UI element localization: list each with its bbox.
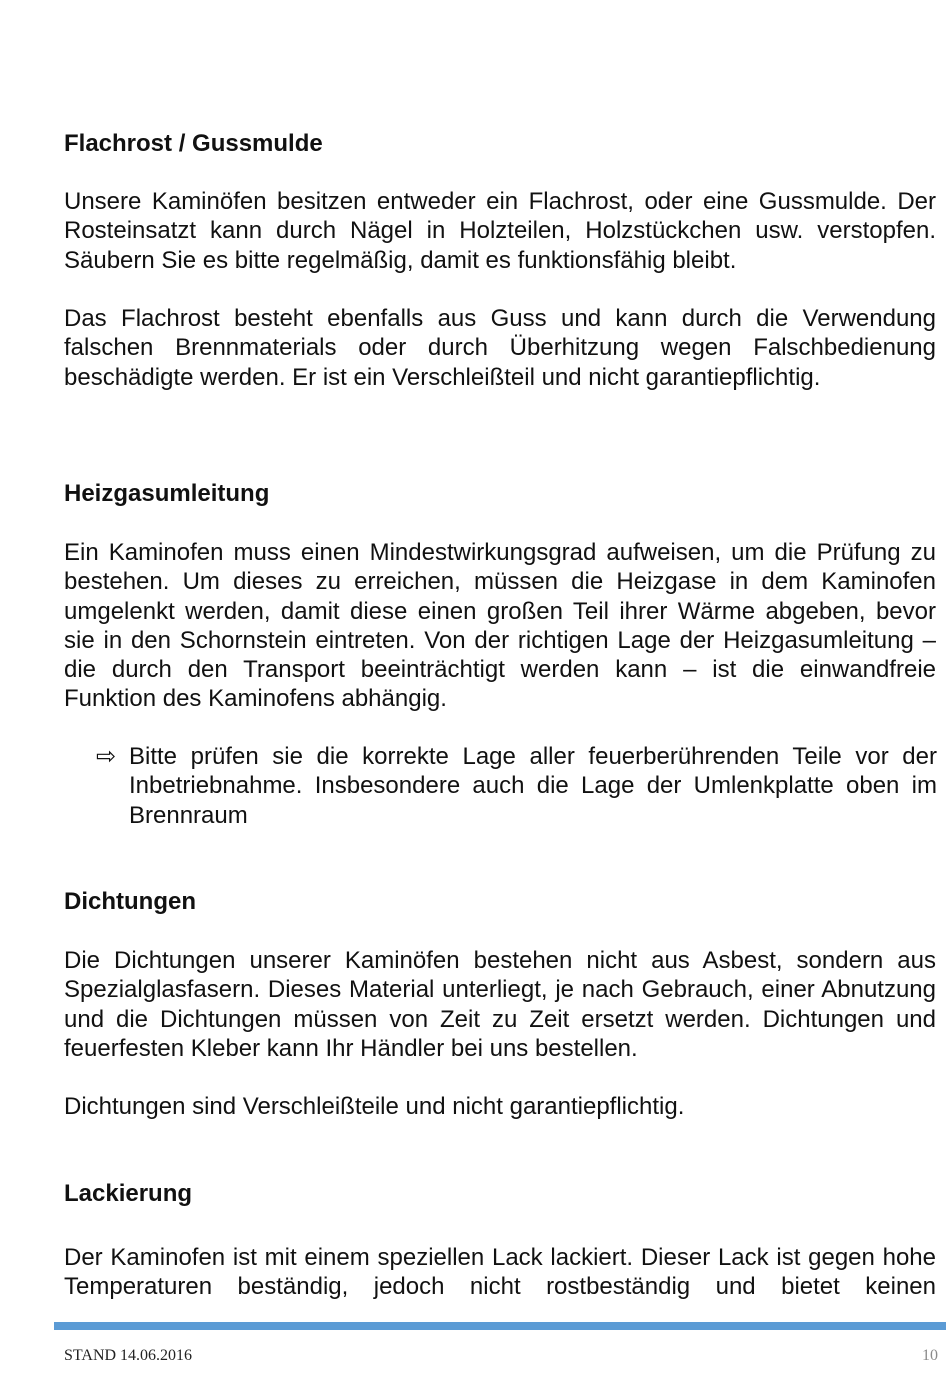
paragraph-lackierung: Der Kaminofen ist mit einem speziellen Lack lackiert. Dieser Lack ist gegen hohe Temperaturen beständig, jedoch nicht rostbeständig und bietet keinen bbox=[64, 1244, 936, 1301]
heading-lackierung: Lackierung bbox=[64, 1180, 193, 1207]
paragraph-dichtungen-1: Die Dichtungen unserer Kaminöfen bestehen nicht aus Asbest, sondern aus Spezialglasfasern. Dieses Material unterliegt, je nach Gebrauch, einer Abnutzung und die Dichtungen müssen von Zeit zu Zeit ersetzt werden. Dichtungen und feuerfesten Kleber kann Ihr Händler bei uns bestellen. bbox=[64, 947, 936, 1062]
bullet-text: Bitte prüfen sie die korrekte Lage aller feuerberührenden Teile vor der Inbetriebnahme. Insbesondere auch die Lage der Umlenkplatte oben im Brennraum bbox=[129, 743, 937, 829]
paragraph-flachrost-1: Unsere Kaminöfen besitzen entweder ein Flachrost, oder eine Gussmulde. Der Rosteinsatzt kann durch Nägel in Holzteilen, Holzstückchen usw. verstopfen. Säubern Sie es bitte regelmäßig, damit es funktionsfähig bleibt. bbox=[64, 188, 936, 274]
heading-heizgasumleitung: Heizgasumleitung bbox=[64, 480, 270, 507]
footer-divider bbox=[54, 1322, 946, 1330]
paragraph-dichtungen-2: Dichtungen sind Verschleißteile und nicht garantiepflichtig. bbox=[64, 1093, 685, 1120]
paragraph-heizgasumleitung: Ein Kaminofen muss einen Mindestwirkungsgrad aufweisen, um die Prüfung zu bestehen. Um dieses zu erreichen, müssen die Heizgase in dem Kaminofen umgelenkt werden, damit diese einen großen Teil ihrer Wärme abgeben, bevor sie in den Schornstein eintreten. Von der richtigen Lage der Heizgasumleitung – die durch den Transport beeinträchtigt werden kann – ist die einwandfreie Funktion des Kaminofens abhängig. bbox=[64, 539, 936, 713]
page-number: 10 bbox=[922, 1347, 938, 1364]
heading-dichtungen: Dichtungen bbox=[64, 888, 196, 915]
heading-flachrost: Flachrost / Gussmulde bbox=[64, 130, 323, 157]
footer-stand-date: STAND 14.06.2016 bbox=[64, 1347, 193, 1364]
right-arrow-outline-icon: ⇨ bbox=[96, 743, 117, 770]
paragraph-flachrost-2: Das Flachrost besteht ebenfalls aus Guss und kann durch die Verwendung falschen Brennmaterials oder durch Überhitzung wegen Falschbedienung beschädigte werden. Er ist ein Verschleißteil und nicht garantiepflichtig. bbox=[64, 305, 936, 391]
